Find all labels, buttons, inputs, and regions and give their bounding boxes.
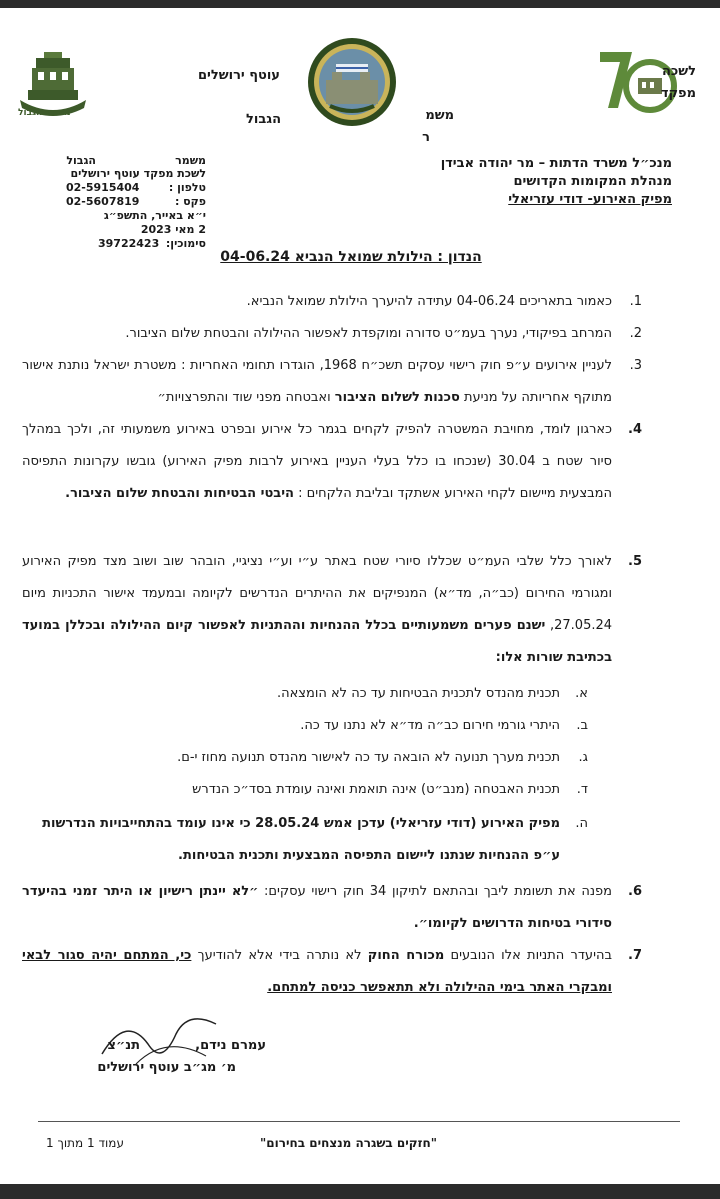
item-a: תכנית מהנדס לתכנית הבטיחות עד כה לא הומצאה. xyxy=(276,686,560,701)
paragraph-7 xyxy=(22,940,612,1004)
addressee-line-2: מנהלת המקומות הקדושים xyxy=(513,174,672,189)
paragraph-6-text-a: מפנה את תשומת ליבך ובהתאם לתיקון 34 חוק רישוי עסקים: xyxy=(258,884,613,899)
footer-motto: "חזקים בשגרה מנצחים בחירום" xyxy=(260,1136,437,1150)
paragraph-7-text-a: בהיעדר התניות אלו הנובעים xyxy=(444,948,612,963)
reference-label: סימוכין: xyxy=(165,237,206,250)
paragraph-5 xyxy=(22,546,612,674)
paragraph-7-emphasis-closure: כי, המתחם יהיה סגור לבאי ומבקרי האתר בימי ההילולה ולא תתאפשר כניסה למתחם. xyxy=(22,948,612,995)
item-d-letter: ד. xyxy=(576,782,588,797)
paragraph-5-text-a: לאורך כלל שלבי העמ״ט שכללו סיורי שטח באתר ע״י וע״י נציגיי, הובהר שוב ושוב מצד מפיק האירוע ומגורמי החירום (כב״ה, מד״א) המנפיקים את ההיתרים הנדרשים לקיומה ובמעמד אישור התכניות מיום 27.05.24, xyxy=(22,554,613,633)
addressee-line-1: מנכ״ל משרד הדתות – מר יהודה אבידן xyxy=(440,156,672,171)
sender-col2-line1: הגבול xyxy=(66,154,96,167)
paragraph-6-emphasis: ״לא יינתן רישיון או היתר זמני בהיעדר סידורי בטיחות הדרושים לקיומו״. xyxy=(22,884,612,931)
75-anniversary-logo-icon xyxy=(592,46,684,118)
unit-emblem-icon xyxy=(306,36,398,128)
left-logo-caption: משמר הגבול xyxy=(18,108,71,118)
paragraph-4 xyxy=(22,414,612,510)
paragraph-3-emphasis: סכנות לשלום הציבור xyxy=(334,390,460,405)
item-b-letter: ב. xyxy=(576,718,588,733)
signatory-title: מ׳ מג״ב עוטף ירושלים xyxy=(97,1060,236,1075)
gregorian-date: 2 מאי 2023 xyxy=(140,223,206,236)
footer-page-number: עמוד 1 מתוך 1 xyxy=(46,1136,124,1150)
paragraph-6-number: 6. xyxy=(628,884,642,899)
addressee-line-3: מפיק האירוע- דודי עזריאלי xyxy=(508,192,672,207)
signatory-rank: תנ״צ xyxy=(107,1038,140,1053)
unit-name: עוטף ירושלים xyxy=(198,68,280,83)
unit-subtitle: הגבול xyxy=(246,112,281,127)
paragraph-7-text-c: לא נותרה בידי אלא להודיעך xyxy=(191,948,368,963)
fax-number: 02-5607819 xyxy=(66,195,140,208)
sender-col1-line2: לשכת מפקד עוטף ירושלים xyxy=(70,167,206,180)
paragraph-1: כאמור בתאריכים 04-06.24 עתידה להיערך הילולת שמואל הנביא. xyxy=(246,294,612,309)
phone-number: 02-5915404 xyxy=(66,181,140,194)
office-title-4: ר xyxy=(422,130,430,145)
item-b: היתרי גורמי חירום כב״ה מד״א לא נתנו עד כה. xyxy=(300,718,560,733)
hebrew-date: י״א באייר, התשפ״ג xyxy=(103,209,206,222)
paragraph-6 xyxy=(22,876,612,940)
item-a-letter: א. xyxy=(575,686,588,701)
paragraph-3-text-c: ואבטחה מפני שוד והתפרצויות״ xyxy=(157,390,335,405)
paragraph-4-emphasis: היבטי הבטיחות והבטחת שלום הציבור. xyxy=(65,486,294,501)
reference-number: 39722423 xyxy=(98,237,160,250)
paragraph-7-emphasis-law: מכורח החוק xyxy=(367,948,445,963)
paragraph-4-number: 4. xyxy=(628,422,642,437)
office-title-1: לשכה xyxy=(661,64,696,79)
item-d: תכנית האבטחה (מנב״ט) אינה תואמת ואינה עומדת בסד״כ הנדרש xyxy=(192,782,560,797)
paragraph-4-text-a: כארגון לומד, מחויבת המשטרה להפיק לקחים בגמר כל אירוע ובפרט באירוע משמעותי זה, ולכך במהלך סיור שטח ב 30.04 (שנכחו בו כלל בעלי העניין באירוע לרבות מפיק האירוע) גובשו עקרונות התפיסה המבצעית מיישום לקחי האירוע אשתקד ובליבת הלקחים : xyxy=(22,422,612,501)
paragraph-3-text-a: לעניין אירועים ע״פ חוק רישוי עסקים תשכ״ח 1968, הוגדרו תחומי האחריות : משטרת ישראל נותנת אישור מתוקף אחריותה על מניעת xyxy=(22,358,612,405)
paragraph-5-number: 5. xyxy=(628,554,642,569)
phone-label: טלפון : xyxy=(168,181,206,194)
paragraph-1-number: 1. xyxy=(629,294,642,309)
signatory-name: עמרם נידם, xyxy=(195,1038,266,1053)
paragraph-5-emphasis: ישנם פערים משמעותיים בכלל ההנחיות וההתניות לאפשור קיום ההילולה ובכללן במועד בכתיבת שורות אלו: xyxy=(22,618,612,665)
item-e-letter: ה. xyxy=(575,816,588,831)
paragraph-7-number: 7. xyxy=(628,948,642,963)
item-e: מפיק האירוע (דודי עזריאלי) עדכן אמש 28.05.24 כי אינו עומד בהתחייבויות הנדרשות ע״פ ההנחיות שנתנו ליישום התפיסה המבצעית ותכנית הבטיחות. xyxy=(42,816,560,863)
footer-divider xyxy=(38,1121,680,1122)
item-c: תכנית מערך תנועה לא הובאה עד כה לאישור מהנדס תנועה מחוז י-ם. xyxy=(177,750,560,765)
office-title-3: משמ xyxy=(425,108,454,123)
fax-label: פקס : xyxy=(174,195,206,208)
item-c-letter: ג. xyxy=(578,750,588,765)
document-page xyxy=(0,8,720,1184)
paragraph-3-number: 3. xyxy=(629,358,642,373)
paragraph-2-number: 2. xyxy=(629,326,642,341)
paragraph-3 xyxy=(22,350,612,414)
subject-line: הנדון : הילולת שמואל הנביא 04-06.24 xyxy=(220,249,482,265)
sender-col1-line1: משמר xyxy=(175,154,206,167)
paragraph-2: המרחב בפיקודי, נערך בעמ״ט סדורה ומוקפדת לאפשור ההילולה והבטחת שלום הציבור. xyxy=(125,326,612,341)
office-title-2: מפקד xyxy=(660,86,696,101)
